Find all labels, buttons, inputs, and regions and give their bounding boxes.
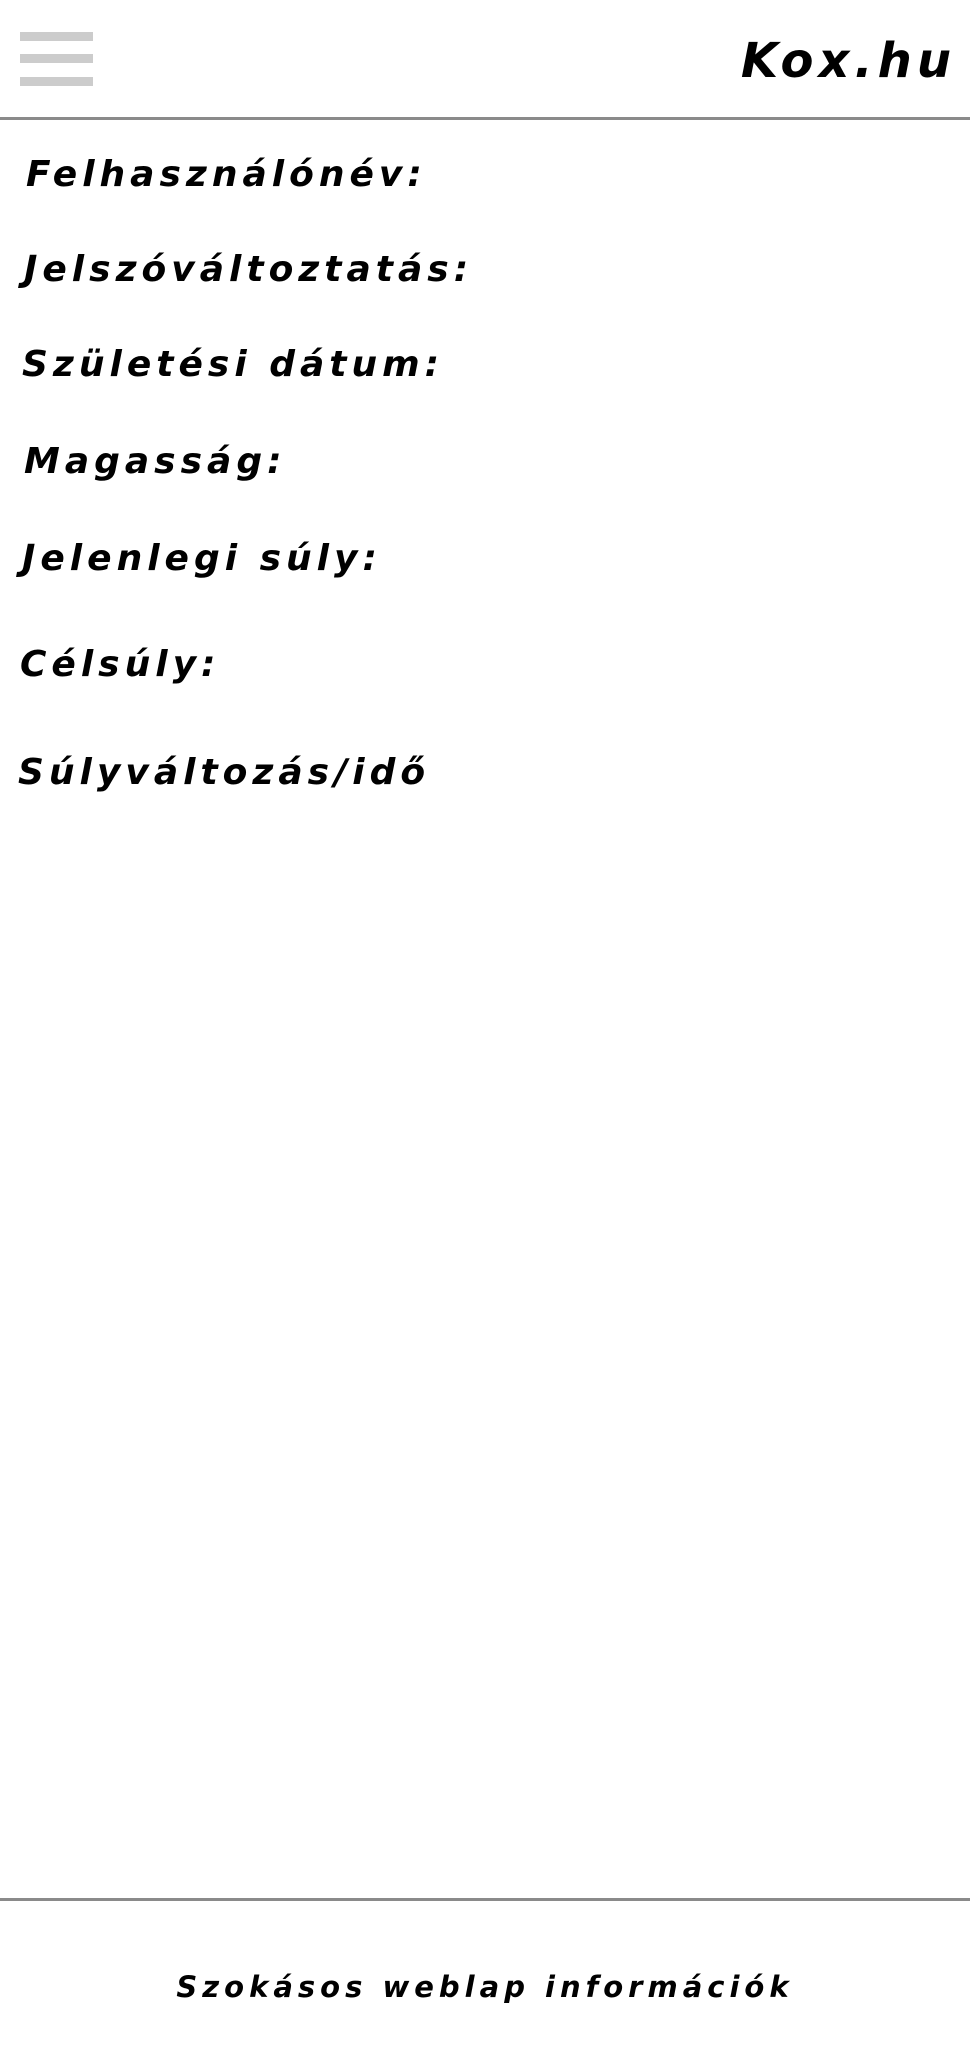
username-label: Felhasználónév: xyxy=(26,154,427,195)
app-header xyxy=(0,0,970,120)
hamburger-menu-icon[interactable] xyxy=(20,32,93,86)
menu-bar-top xyxy=(20,32,93,41)
target-weight-label: Célsúly: xyxy=(20,644,221,685)
footer-info-text: Szokásos weblap információk xyxy=(176,1970,794,2004)
site-footer xyxy=(0,1898,970,2048)
site-brand[interactable]: Kox.hu xyxy=(740,33,956,89)
current-weight-label: Jelenlegi súly: xyxy=(22,538,382,579)
menu-bar-middle xyxy=(20,54,93,63)
menu-bar-bottom xyxy=(20,77,93,86)
height-label: Magasság: xyxy=(24,441,287,482)
password-change-label[interactable]: Jelszóváltoztatás: xyxy=(24,249,474,290)
weight-change-over-time-label: Súlyváltozás/idő xyxy=(18,752,431,793)
birth-date-label: Születési dátum: xyxy=(22,344,444,385)
